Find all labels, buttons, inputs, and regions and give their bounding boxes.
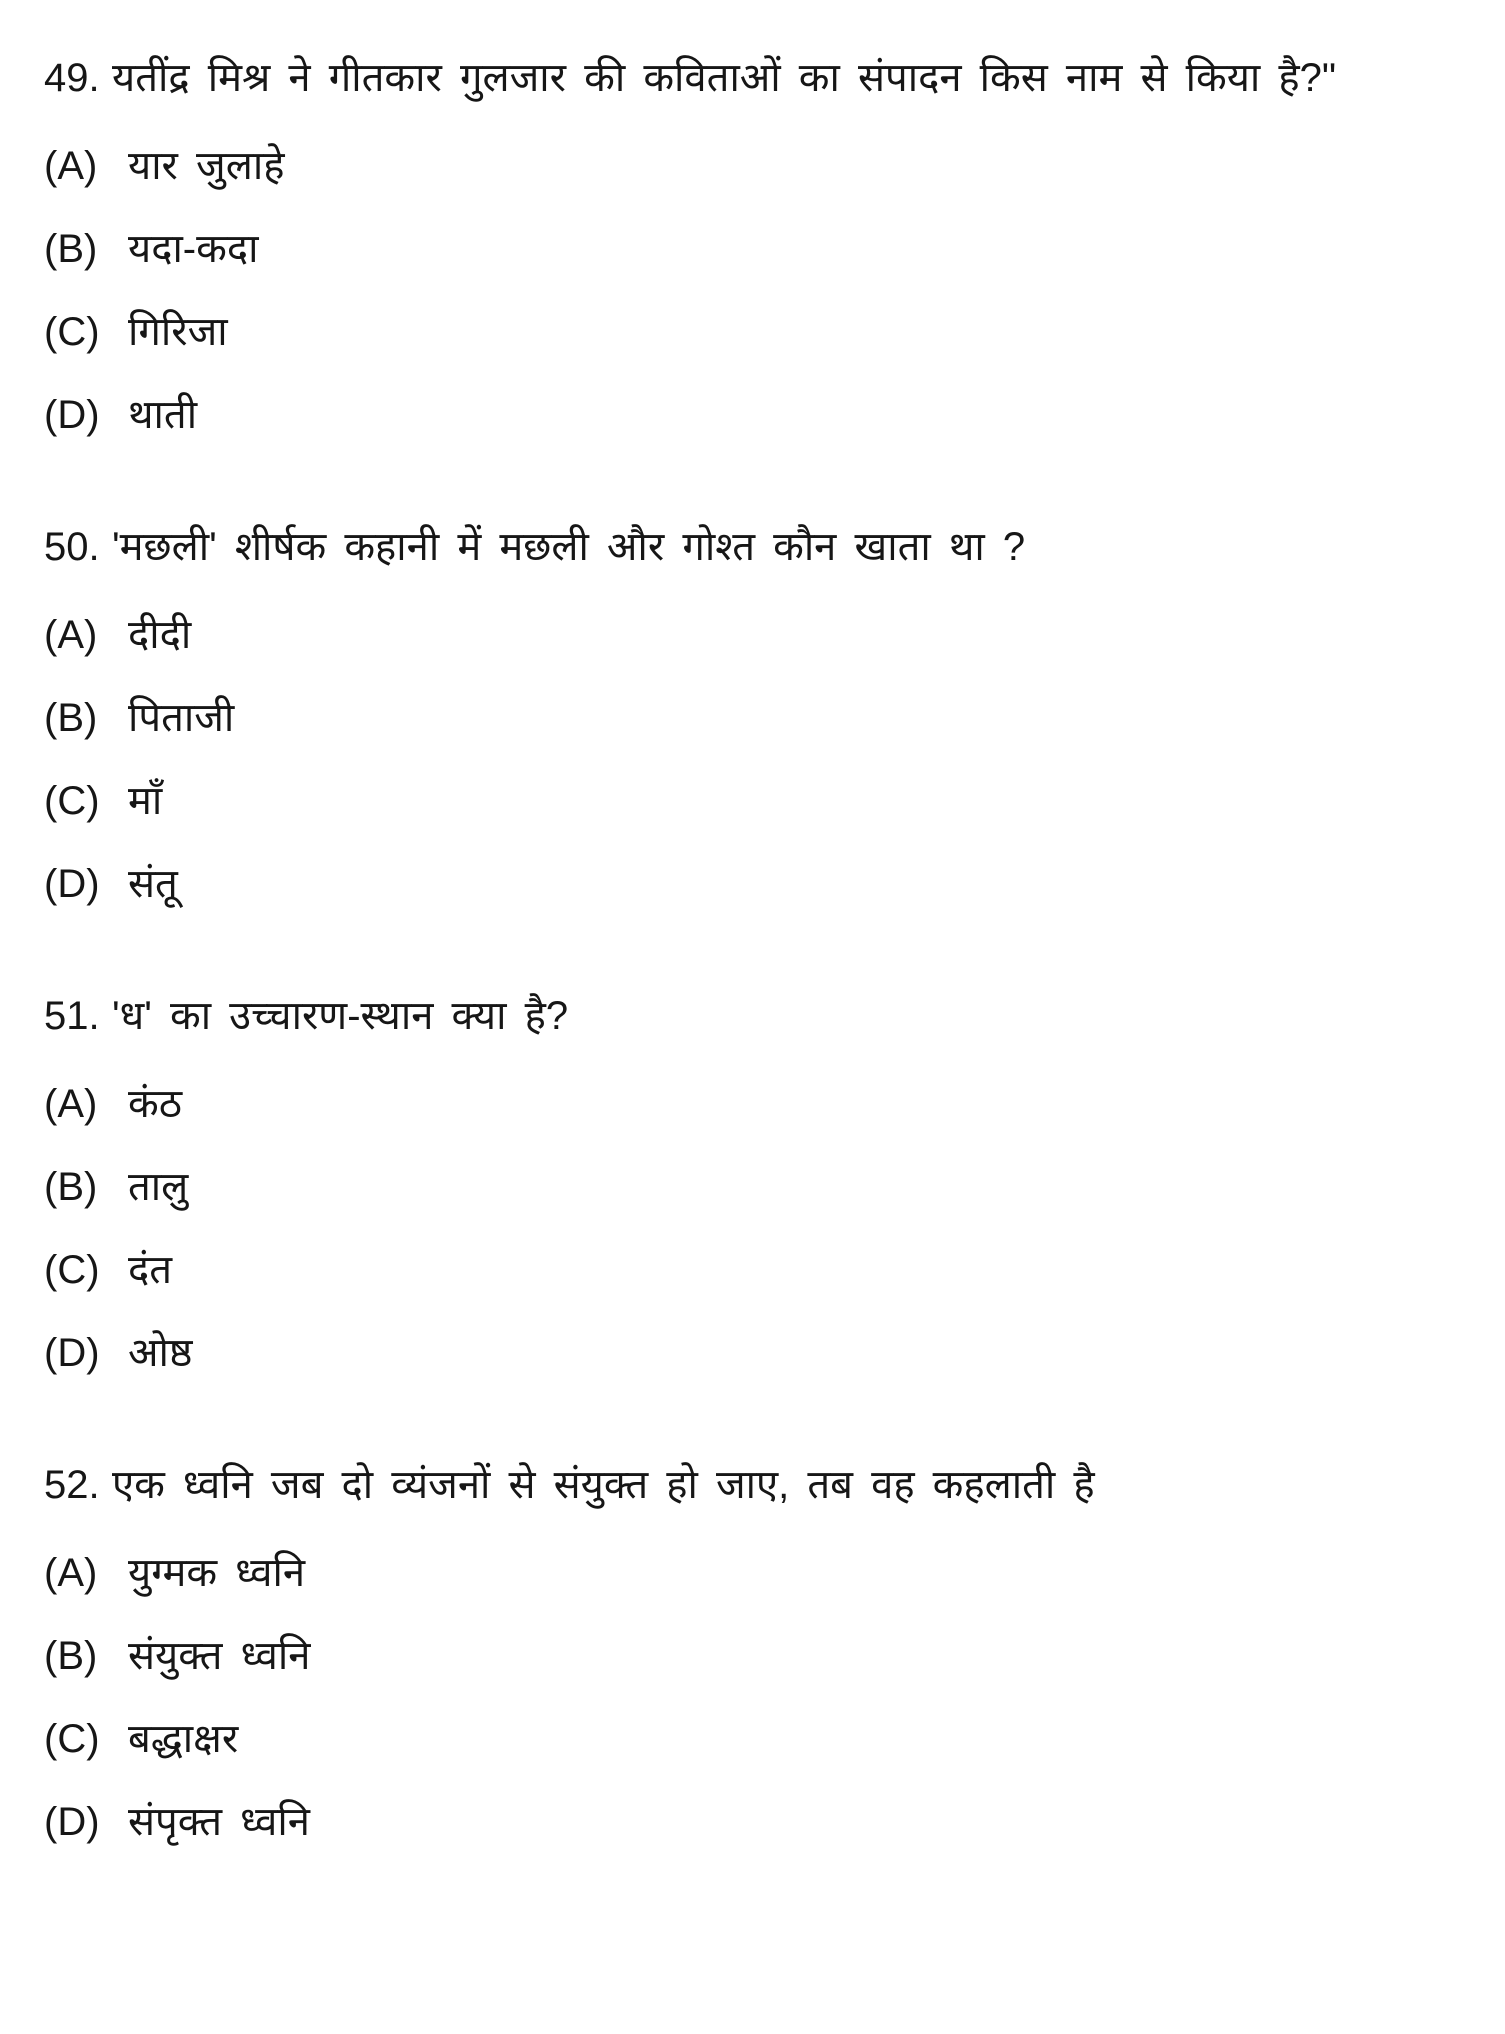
option-row bbox=[44, 609, 1450, 661]
question-row bbox=[44, 1459, 1450, 1511]
question-number: 49. bbox=[44, 56, 100, 100]
option-row bbox=[44, 858, 1450, 910]
option-text: गिरिजा bbox=[128, 310, 228, 354]
option-text: संयुक्त ध्वनि bbox=[128, 1634, 311, 1678]
option-label: (B) bbox=[44, 1634, 98, 1678]
option-label: (C) bbox=[44, 310, 100, 354]
option-row bbox=[44, 1161, 1450, 1213]
question-text: यतींद्र मिश्र ने गीतकार गुलजार की कविताओं का संपादन किस नाम से किया है?" bbox=[112, 56, 1337, 100]
option-row bbox=[44, 1630, 1450, 1682]
option-text: यार जुलाहे bbox=[128, 144, 285, 188]
option-row bbox=[44, 775, 1450, 827]
question-number: 52. bbox=[44, 1463, 100, 1507]
option-label: (D) bbox=[44, 862, 100, 906]
option-text: ओष्ठ bbox=[128, 1331, 193, 1375]
option-row bbox=[44, 1244, 1450, 1296]
question-number: 50. bbox=[44, 525, 100, 569]
option-text: संपृक्त ध्वनि bbox=[128, 1800, 310, 1844]
option-label: (A) bbox=[44, 1551, 98, 1595]
option-label: (B) bbox=[44, 696, 98, 740]
question-row bbox=[44, 52, 1450, 104]
question-block-49 bbox=[44, 52, 1450, 441]
question-block-52 bbox=[44, 1459, 1450, 1848]
option-label: (A) bbox=[44, 613, 98, 657]
option-text: थाती bbox=[128, 393, 198, 437]
option-text: कंठ bbox=[128, 1082, 182, 1126]
question-block-51 bbox=[44, 990, 1450, 1379]
question-block-50 bbox=[44, 521, 1450, 910]
option-text: यदा-कदा bbox=[128, 227, 259, 271]
option-row bbox=[44, 1327, 1450, 1379]
option-row bbox=[44, 1713, 1450, 1765]
option-text: युग्मक ध्वनि bbox=[128, 1551, 306, 1595]
option-label: (D) bbox=[44, 1331, 100, 1375]
option-row bbox=[44, 389, 1450, 441]
option-text: संतू bbox=[128, 862, 178, 906]
option-text: तालु bbox=[128, 1165, 189, 1209]
option-label: (A) bbox=[44, 144, 98, 188]
option-label: (C) bbox=[44, 779, 100, 823]
option-text: पिताजी bbox=[128, 696, 235, 740]
option-label: (D) bbox=[44, 1800, 100, 1844]
option-row bbox=[44, 692, 1450, 744]
option-label: (B) bbox=[44, 1165, 98, 1209]
option-text: माँ bbox=[128, 779, 163, 823]
question-row bbox=[44, 990, 1450, 1042]
question-text: 'मछली' शीर्षक कहानी में मछली और गोश्त कौन खाता था ? bbox=[112, 525, 1026, 569]
option-label: (B) bbox=[44, 227, 98, 271]
option-label: (D) bbox=[44, 393, 100, 437]
question-text: 'ध' का उच्चारण-स्थान क्या है? bbox=[112, 994, 569, 1038]
option-row bbox=[44, 1796, 1450, 1848]
question-row bbox=[44, 521, 1450, 573]
question-number: 51. bbox=[44, 994, 100, 1038]
option-row bbox=[44, 1547, 1450, 1599]
question-text: एक ध्वनि जब दो व्यंजनों से संयुक्त हो जाए, तब वह कहलाती है bbox=[112, 1463, 1095, 1507]
option-label: (A) bbox=[44, 1082, 98, 1126]
option-row bbox=[44, 223, 1450, 275]
option-row bbox=[44, 140, 1450, 192]
option-label: (C) bbox=[44, 1248, 100, 1292]
option-text: दीदी bbox=[128, 613, 192, 657]
option-text: दंत bbox=[128, 1248, 173, 1292]
option-text: बद्धाक्षर bbox=[128, 1717, 239, 1761]
option-row bbox=[44, 306, 1450, 358]
option-row bbox=[44, 1078, 1450, 1130]
option-label: (C) bbox=[44, 1717, 100, 1761]
